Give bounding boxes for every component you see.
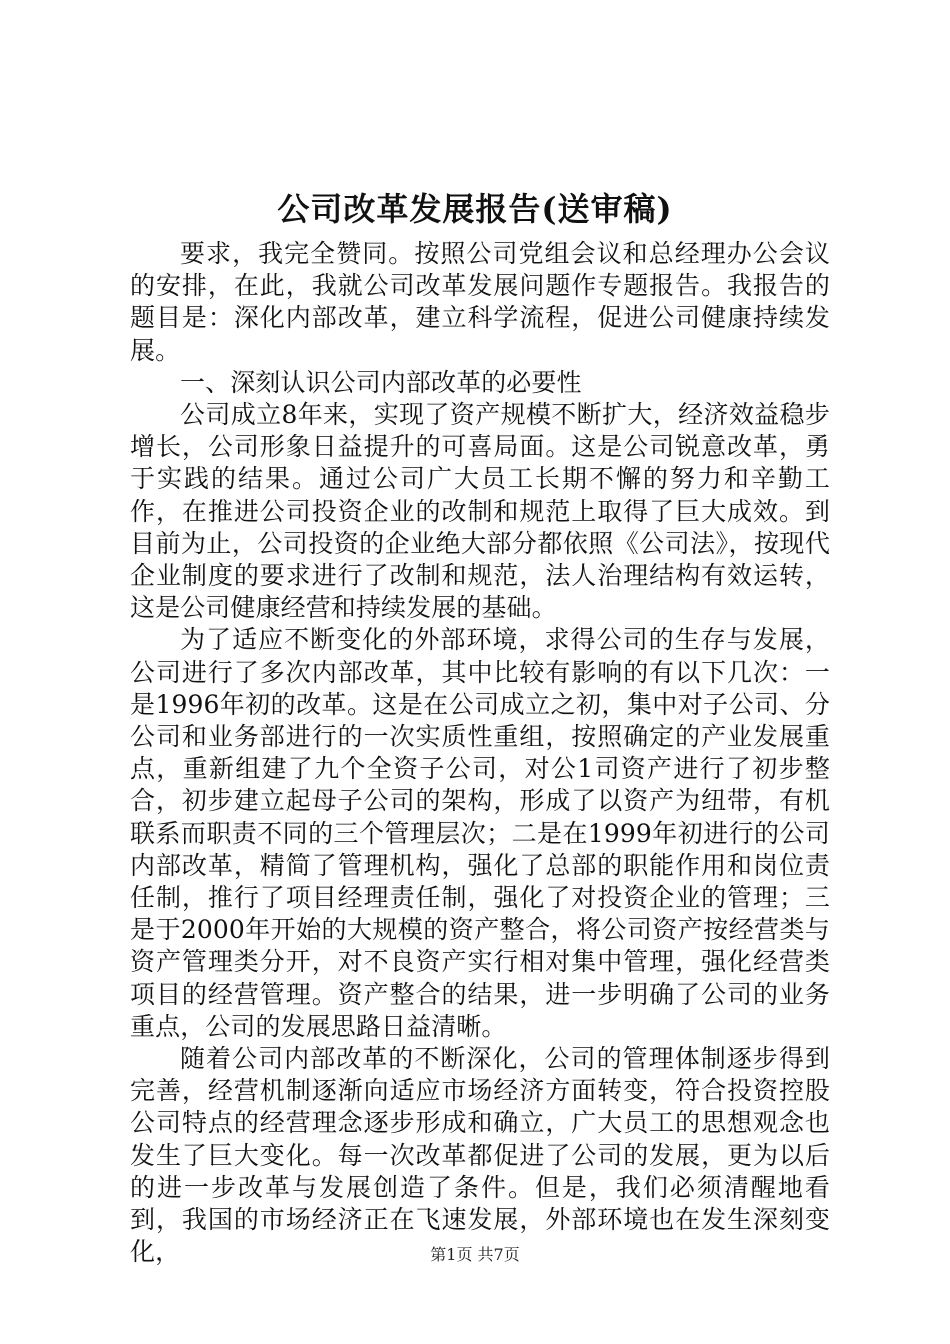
document-body	[130, 238, 830, 1269]
paragraph-reforms: 为了适应不断变化的外部环境，求得公司的生存与发展，公司进行了多次内部改革，其中比较有影响的有以下几次：一是1996年初的改革。这是在公司成立之初，集中对子公司、分公司和业务部进行的一次实质性重组，按照确定的产业发展重点，重新组建了九个全资子公司，对公1司资产进行了初步整合，初步建立起母子公司的架构，形成了以资产为纽带，有机联系而职责不同的三个管理层次；二是在1999年初进行的公司内部改革，精简了管理机构，强化了总部的职能作用和岗位责任制，推行了项目经理责任制，强化了对投资企业的管理；三是于2000年开始的大规模的资产整合，将公司资产按经营类与资产管理类分开，对不良资产实行相对集中管理，强化经营类项目的经营管理。资产整合的结果，进一步明确了公司的业务重点，公司的发展思路日益清晰。	[130, 625, 830, 1041]
paragraph-intro: 要求，我完全赞同。按照公司党组会议和总经理办公会议的安排，在此，我就公司改革发展问题作专题报告。我报告的题目是：深化内部改革，建立科学流程，促进公司健康持续发展。	[130, 239, 830, 365]
page-number-footer: 第1页 共7页	[430, 1245, 520, 1264]
section-heading-1: 一、深刻认识公司内部改革的必要性	[180, 367, 582, 397]
document-title: 公司改革发展报告(送审稿)	[277, 190, 673, 228]
paragraph-deepening: 随着公司内部改革的不断深化，公司的管理体制逐步得到完善，经营机制逐渐向适应市场经济方面转变，符合投资控股公司特点的经营理念逐步形成和确立，广大员工的思想观念也发生了巨大变化。每一次改革都促进了公司的发展，更为以后的进一步改革与发展创造了条件。但是，我们必须清醒地看到，我国的市场经济正在飞速发展，外部环境也在发生深刻变化，	[130, 1044, 830, 1267]
paragraph-history: 公司成立8年来，实现了资产规模不断扩大，经济效益稳步增长，公司形象日益提升的可喜局面。这是公司锐意改革，勇于实践的结果。通过公司广大员工长期不懈的努力和辛勤工作，在推进公司投资企业的改制和规范上取得了巨大成效。到目前为止，公司投资的企业绝大部分都依照《公司法》，按现代企业制度的要求进行了改制和规范，法人治理结构有效运转，这是公司健康经营和持续发展的基础。	[130, 400, 830, 623]
